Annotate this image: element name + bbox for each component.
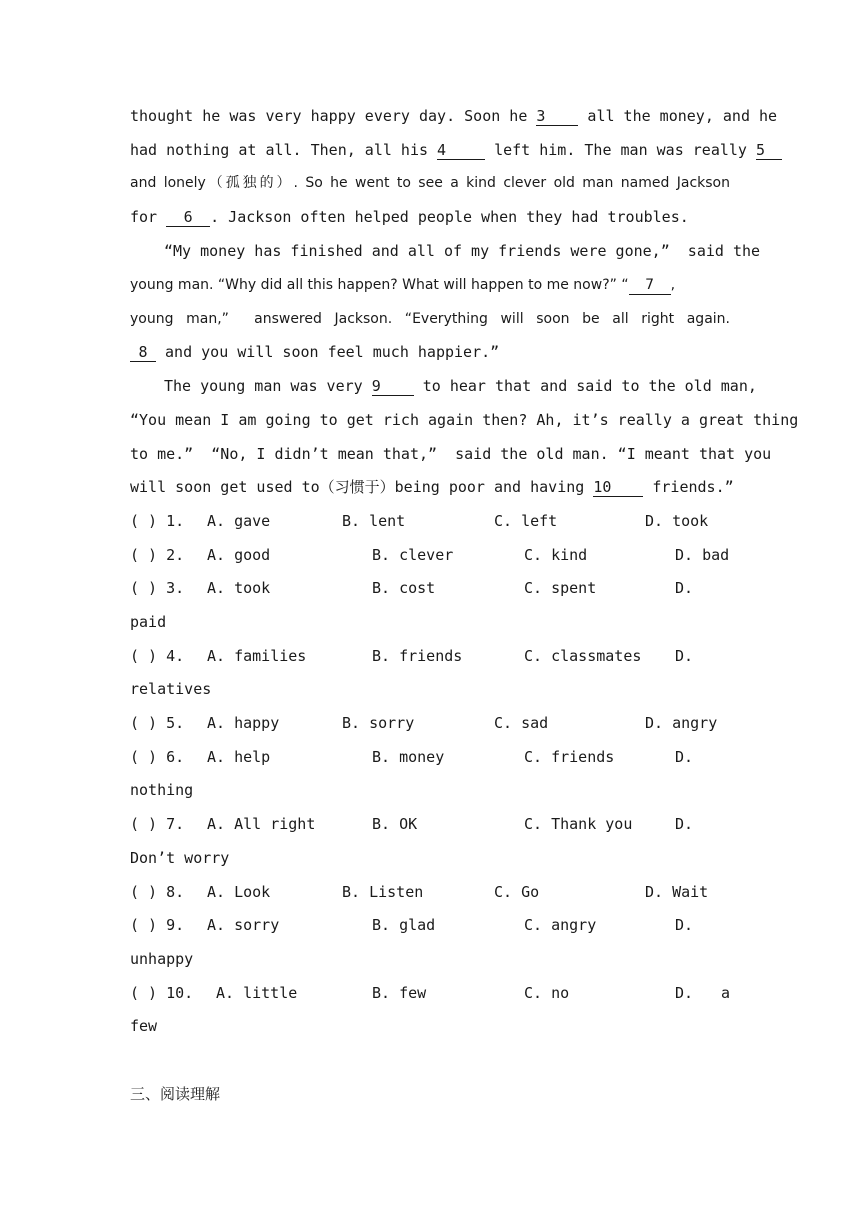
option-d: D. xyxy=(675,916,694,934)
option-d: D. xyxy=(675,579,694,597)
option-b: B. sorry xyxy=(342,714,415,732)
option-c: C. sad xyxy=(494,714,549,732)
blank-10: 10 xyxy=(593,479,643,497)
option-b: B. cost xyxy=(372,579,436,597)
option-c: C. Thank you xyxy=(524,815,633,833)
text: young man. “Why did all this happen? What will happen to me now?” “ xyxy=(130,277,629,293)
option-d: D. xyxy=(675,815,694,833)
passage-line xyxy=(130,410,799,430)
question-number: ( ) 2. xyxy=(130,546,185,564)
question-number: ( ) 5. xyxy=(130,714,185,732)
blank-4: 4 xyxy=(437,142,485,160)
option-b: B. glad xyxy=(372,916,436,934)
option-a: A. families xyxy=(207,647,307,665)
passage-line xyxy=(164,241,761,261)
question-number: ( ) 4. xyxy=(130,647,185,665)
question-number: ( ) 6. xyxy=(130,748,185,766)
option-d-text: Don’t worry xyxy=(130,849,230,867)
option-d: D. Wait xyxy=(645,883,709,901)
option-d: D. angry xyxy=(645,714,718,732)
question-number: ( ) 10. xyxy=(130,984,194,1002)
section-title: 三、阅读理解 xyxy=(130,1085,221,1103)
passage-line xyxy=(130,342,499,362)
option-a: A. Look xyxy=(207,883,271,901)
passage-line xyxy=(164,376,757,396)
option-d: D. bad xyxy=(675,546,730,564)
option-d: D. xyxy=(675,984,694,1002)
text: . Jackson often helped people when they had troubles. xyxy=(210,208,689,226)
option-a: A. All right xyxy=(207,815,316,833)
text: The young man was very xyxy=(164,377,363,395)
option-a: A. help xyxy=(207,748,271,766)
option-b: B. Listen xyxy=(342,883,424,901)
blank-9: 9 xyxy=(372,378,414,396)
blank-5: 5 xyxy=(756,142,782,160)
text: will soon get used to（习惯于）being poor and having xyxy=(130,478,585,496)
passage-line xyxy=(130,309,730,329)
option-a: A. sorry xyxy=(207,916,280,934)
option-c: C. classmates xyxy=(524,647,642,665)
option-a: A. good xyxy=(207,546,271,564)
text: and you will soon feel much happier.” xyxy=(156,343,500,361)
option-b: B. friends xyxy=(372,647,463,665)
blank-3: 3 xyxy=(536,108,578,126)
passage-line xyxy=(130,207,689,227)
blank-7: 7 xyxy=(629,277,671,295)
option-d-text: nothing xyxy=(130,781,194,799)
blank-6: 6 xyxy=(166,209,210,227)
option-d: D. took xyxy=(645,512,709,530)
passage-line xyxy=(130,173,730,193)
option-d-text: unhappy xyxy=(130,950,194,968)
option-b: B. clever xyxy=(372,546,454,564)
option-b: B. lent xyxy=(342,512,406,530)
option-c: C. Go xyxy=(494,883,540,901)
text: young man,” answered Jackson. “Everything will soon be all right again. xyxy=(130,311,730,327)
option-c: C. left xyxy=(494,512,558,530)
option-d-text-start: a xyxy=(721,984,731,1002)
option-c: C. kind xyxy=(524,546,588,564)
question-number: ( ) 8. xyxy=(130,883,185,901)
option-d-text: few xyxy=(130,1017,158,1035)
option-c: C. friends xyxy=(524,748,615,766)
passage-line xyxy=(130,444,772,464)
option-a: A. little xyxy=(216,984,298,1002)
text: and lonely（孤独的）. So he went to see a kind clever old man named Jackson xyxy=(130,175,730,191)
option-b: B. OK xyxy=(372,815,418,833)
text: for xyxy=(130,208,158,226)
question-number: ( ) 3. xyxy=(130,579,185,597)
passage-line xyxy=(130,477,734,497)
option-a: A. happy xyxy=(207,714,280,732)
option-c: C. spent xyxy=(524,579,597,597)
text: had nothing at all. Then, all his xyxy=(130,141,429,159)
option-c: C. angry xyxy=(524,916,597,934)
passage-line xyxy=(130,140,766,160)
question-number: ( ) 9. xyxy=(130,916,185,934)
text: to hear that and said to the old man, xyxy=(422,377,757,395)
text: left him. The man was really xyxy=(494,141,747,159)
passage-line xyxy=(130,275,675,295)
option-d: D. xyxy=(675,748,694,766)
blank-8: 8 xyxy=(130,344,156,362)
passage-line xyxy=(130,106,778,126)
text: friends.” xyxy=(652,478,734,496)
option-a: A. took xyxy=(207,579,271,597)
option-d: D. xyxy=(675,647,694,665)
option-d-text: paid xyxy=(130,613,167,631)
option-c: C. no xyxy=(524,984,570,1002)
question-number: ( ) 1. xyxy=(130,512,185,530)
text: “You mean I am going to get rich again then? Ah, it’s really a great thing xyxy=(130,411,799,429)
option-d-text: relatives xyxy=(130,680,212,698)
text: to me.” “No, I didn’t mean that,” said the old man. “I meant that you xyxy=(130,445,772,463)
option-b: B. few xyxy=(372,984,427,1002)
text: all the money, and he xyxy=(587,107,778,125)
text: thought he was very happy every day. Soon he xyxy=(130,107,528,125)
option-a: A. gave xyxy=(207,512,271,530)
option-b: B. money xyxy=(372,748,445,766)
question-number: ( ) 7. xyxy=(130,815,185,833)
text: “My money has finished and all of my friends were gone,” said the xyxy=(164,242,761,260)
text: , xyxy=(670,277,676,293)
